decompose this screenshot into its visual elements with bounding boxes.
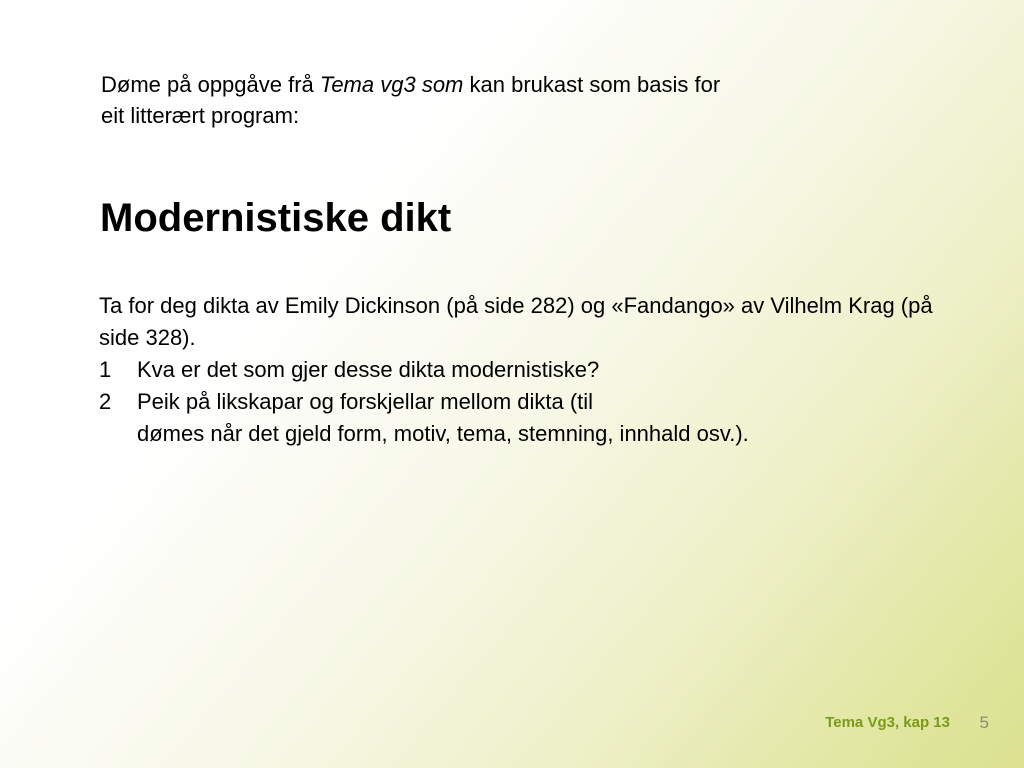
- task-block: [99, 290, 979, 450]
- task-item-number: 2: [99, 389, 112, 414]
- task-item-text-line1: Peik på likskapar og forskjellar mellom dikta (til: [137, 389, 594, 414]
- task-item-text-line2: dømes når det gjeld form, motiv, tema, stemning, innhald osv.).: [137, 421, 749, 446]
- task-list: [99, 354, 979, 450]
- intro-text-before: Døme på oppgåve frå: [101, 72, 320, 97]
- task-item-text: Kva er det som gjer desse dikta modernistiske?: [137, 357, 600, 382]
- task-lead: Ta for deg dikta av Emily Dickinson (på side 282) og «Fandango» av Vilhelm Krag (på side 328).: [99, 293, 933, 350]
- intro-book-title: Tema vg3 som: [319, 72, 464, 97]
- footer-label: Tema Vg3, kap 13: [825, 714, 950, 731]
- page-number: 5: [979, 713, 989, 732]
- intro-text-line2: eit litterært program:: [101, 103, 300, 128]
- intro-text-after: kan brukast som basis for: [463, 72, 721, 97]
- task-item-number: 1: [99, 357, 112, 382]
- intro-text: [101, 69, 861, 131]
- slide-title: Modernistiske dikt: [100, 196, 452, 240]
- task-item-text: [137, 386, 979, 450]
- task-item: [99, 386, 979, 450]
- task-item: [99, 354, 979, 386]
